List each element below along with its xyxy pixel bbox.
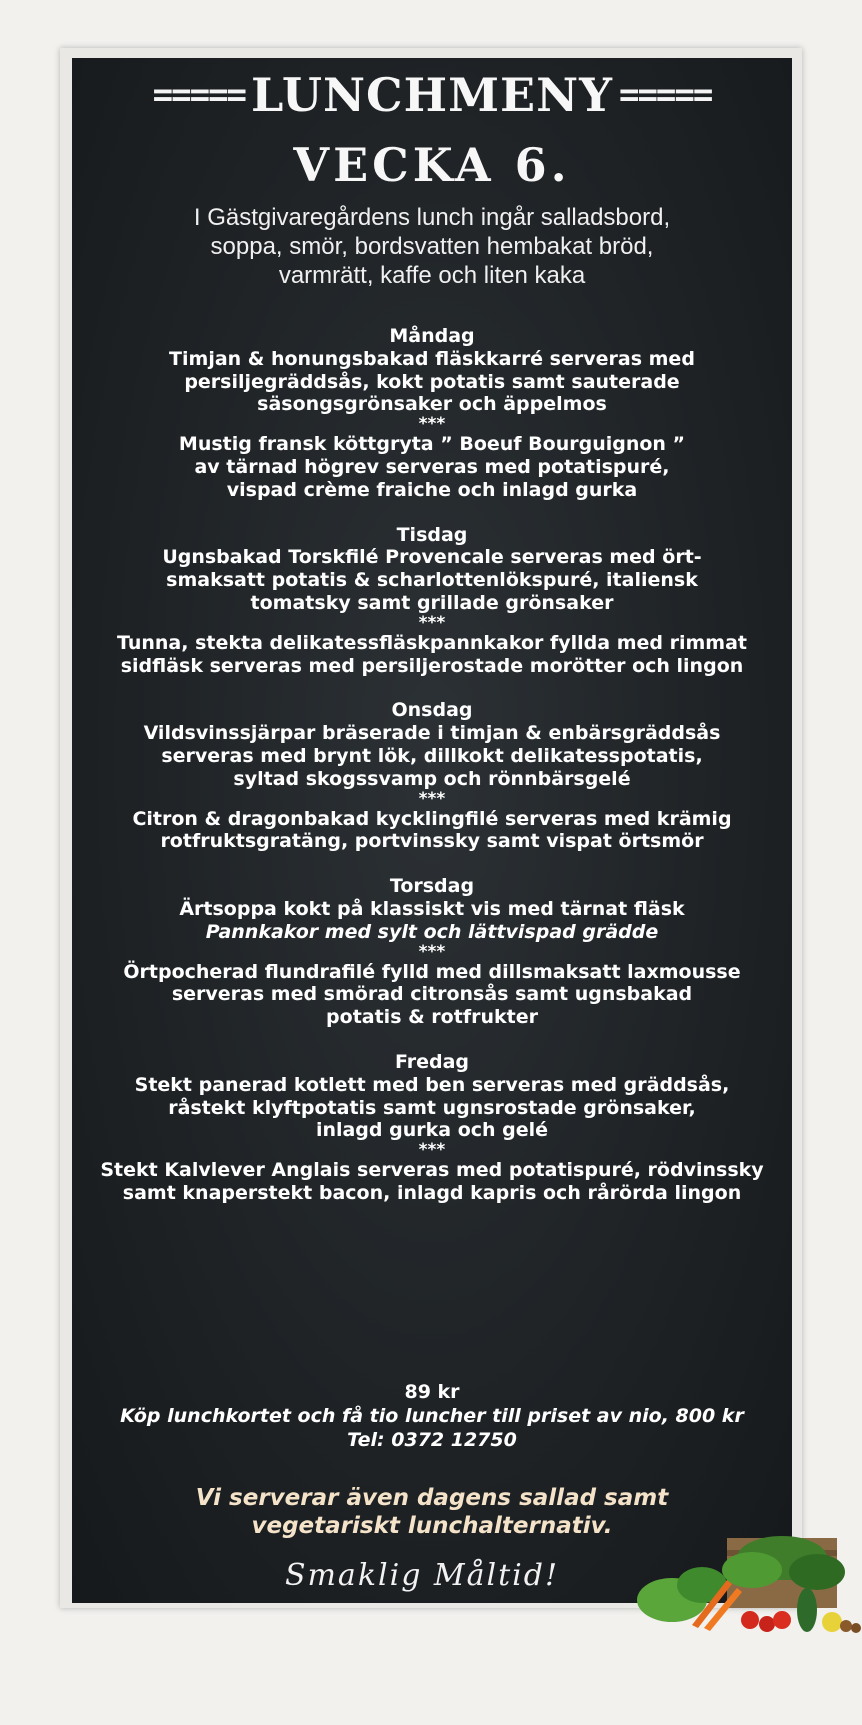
dish-line: smaksatt potatis & scharlottenlökspuré, italiensk xyxy=(166,569,698,592)
intro-line: soppa, smör, bordsvatten hembakat bröd, xyxy=(210,233,654,260)
header-dashes-left: ===== xyxy=(152,75,246,115)
dish-line: rotfruktsgratäng, portvinssky samt vispat örtsmör xyxy=(160,830,704,853)
vegetable-basket-icon xyxy=(632,1530,862,1640)
dish-line: råstekt klyftpotatis samt ugnsrostade grönsaker, xyxy=(168,1096,696,1119)
dish-separator: *** xyxy=(418,414,446,435)
dish-line: serveras med brynt lök, dillkokt delikatesspotatis, xyxy=(161,744,703,767)
dish-line: Tunna, stekta delikatessfläskpannkakor fyllda med rimmat xyxy=(116,631,748,654)
weekly-menu xyxy=(72,325,792,1227)
intro-line: I Gästgivaregårdens lunch ingår salladsbord, xyxy=(193,204,671,231)
vegetarian-line: vegetariskt lunchalternativ. xyxy=(251,1513,613,1539)
dish-line: Örtpocherad flundrafilé fylld med dillsmaksatt laxmousse xyxy=(123,960,741,983)
header-dashes-right: ===== xyxy=(618,75,712,115)
closing-greeting: Smaklig Måltid! xyxy=(284,1558,560,1593)
dish-line: Mustig fransk köttgryta ” Boeuf Bourguignon ” xyxy=(178,433,686,456)
menu-title: LUNCHMENY xyxy=(251,68,613,122)
menu-header xyxy=(72,68,792,122)
vegetarian-line: Vi serverar även dagens sallad samt xyxy=(195,1485,669,1511)
dish-line: syltad skogssvamp och rönnbärsgelé xyxy=(233,767,631,790)
chalkboard xyxy=(72,58,792,1603)
dish-line: vispad crème fraiche och inlagd gurka xyxy=(226,478,638,501)
day-name: Onsdag xyxy=(391,699,473,722)
dish-line-italic: Pannkakor med sylt och lättvispad grädde xyxy=(205,920,659,943)
dish-line: Stekt panerad kotlett med ben serveras med gräddsås, xyxy=(134,1073,730,1096)
intro-text xyxy=(102,203,762,290)
dish-line: persiljegräddsås, kokt potatis samt sauterade xyxy=(184,370,680,393)
dish-line: Timjan & honungsbakad fläskkarré serveras med xyxy=(169,347,695,370)
dish-line: sidfläsk serveras med persiljerostade morötter och lingon xyxy=(120,654,744,677)
day-tuesday xyxy=(72,524,792,678)
day-name: Torsdag xyxy=(389,875,475,898)
day-monday xyxy=(72,325,792,502)
phone-number: Tel: 0372 12750 xyxy=(347,1429,517,1451)
lunchcard-offer: Köp lunchkortet och få tio luncher till priset av nio, 800 kr xyxy=(120,1405,744,1427)
dish-line: Ugnsbakad Torskfilé Provencale serveras med ört- xyxy=(162,546,702,569)
day-name: Tisdag xyxy=(396,523,468,546)
dish-separator: *** xyxy=(418,788,446,809)
price-info xyxy=(72,1380,792,1452)
dish-line: Vildsvinssjärpar bräserade i timjan & enbärsgräddsås xyxy=(143,722,721,745)
day-name: Fredag xyxy=(394,1050,470,1073)
week-label: VECKA 6. xyxy=(293,138,571,192)
day-thursday xyxy=(72,875,792,1029)
dish-line: potatis & rotfrukter xyxy=(326,1006,538,1029)
dish-line: Ärtsoppa kokt på klassiskt vis med tärnat fläsk xyxy=(179,897,685,920)
intro-line: varmrätt, kaffe och liten kaka xyxy=(278,262,586,289)
dish-separator: *** xyxy=(418,612,446,633)
dish-separator: *** xyxy=(418,941,446,962)
day-wednesday xyxy=(72,699,792,853)
dish-line: av tärnad högrev serveras med potatispuré, xyxy=(194,455,670,478)
dish-line: serveras med smörad citronsås samt ugnsbakad xyxy=(171,983,693,1006)
price: 89 kr xyxy=(404,1381,460,1403)
day-name: Måndag xyxy=(389,325,475,347)
day-friday xyxy=(72,1051,792,1205)
dish-line: Citron & dragonbakad kycklingfilé serveras med krämig xyxy=(132,807,732,830)
dish-line: säsongsgrönsaker och äppelmos xyxy=(257,393,607,416)
dish-line: inlagd gurka och gelé xyxy=(315,1119,549,1142)
dish-line: Stekt Kalvlever Anglais serveras med potatispuré, rödvinssky xyxy=(100,1159,764,1182)
dish-line: tomatsky samt grillade grönsaker xyxy=(250,591,614,614)
dish-separator: *** xyxy=(418,1140,446,1161)
dish-line: samt knaperstekt bacon, inlagd kapris och rårörda lingon xyxy=(122,1181,742,1204)
